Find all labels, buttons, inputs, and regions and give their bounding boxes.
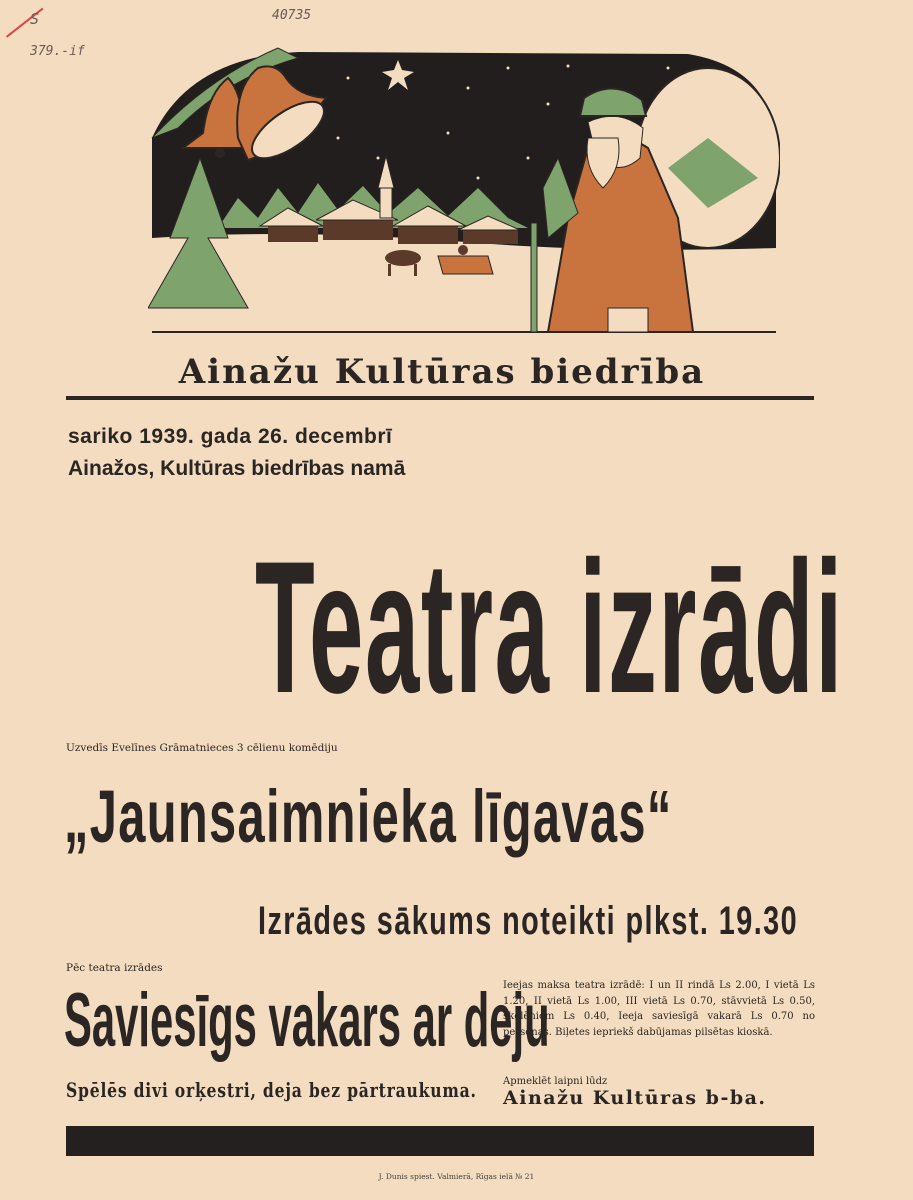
staged-by-line: Uzvedīs Evelīnes Grāmatnieces 3 cēlienu komēdiju [66, 742, 338, 754]
play-title: „Jaunsaimnieka līgavas“ [64, 775, 673, 858]
christmas-illustration [148, 38, 780, 334]
organization-title: Ainažu Kultūras biedrība [178, 352, 706, 392]
printer-imprint: J. Dunis spiest. Valmierā, Rīgas ielā № 21 [378, 1172, 535, 1181]
ticket-prices: Ieejas maksa teatra izrādē: I un II rindā Ls 2.00, I vietā Ls 1.20, II vietā Ls 1.00, III vietā Ls 0.70, stāvvietā Ls 0.50, skolēniem Ls 0.40, Ieeja saviesīgā vakarā Ls 0.70 no personas. Biļetes iepriekš dabūjamas pilsētas kioskā. [503, 980, 815, 1038]
orchestras-line: Spēlēs divi orķestri, deja bez pārtraukuma. [66, 1078, 477, 1102]
date-line: sariko 1939. gada 26. decembrī [68, 425, 393, 448]
archive-letter: S [30, 10, 40, 28]
venue-line: Ainažos, Kultūras biedrības namā [68, 457, 406, 480]
after-theatre-label: Pēc teatra izrādes [66, 962, 163, 974]
party-title: Saviesīgs vakars ar deju [64, 978, 550, 1063]
start-time: Izrādes sākums noteikti plkst. 19.30 [258, 899, 799, 943]
invite-organization: Ainažu Kultūras b-ba. [503, 1087, 767, 1109]
main-title: Teatra izrādi [255, 522, 844, 732]
invite-label: Apmeklēt laipni lūdz [503, 1076, 608, 1087]
bottom-bar [66, 1126, 814, 1156]
title-rule [66, 396, 814, 400]
archive-shelf-mark: 379.-if [30, 44, 85, 59]
archive-number: 40735 [272, 8, 312, 23]
